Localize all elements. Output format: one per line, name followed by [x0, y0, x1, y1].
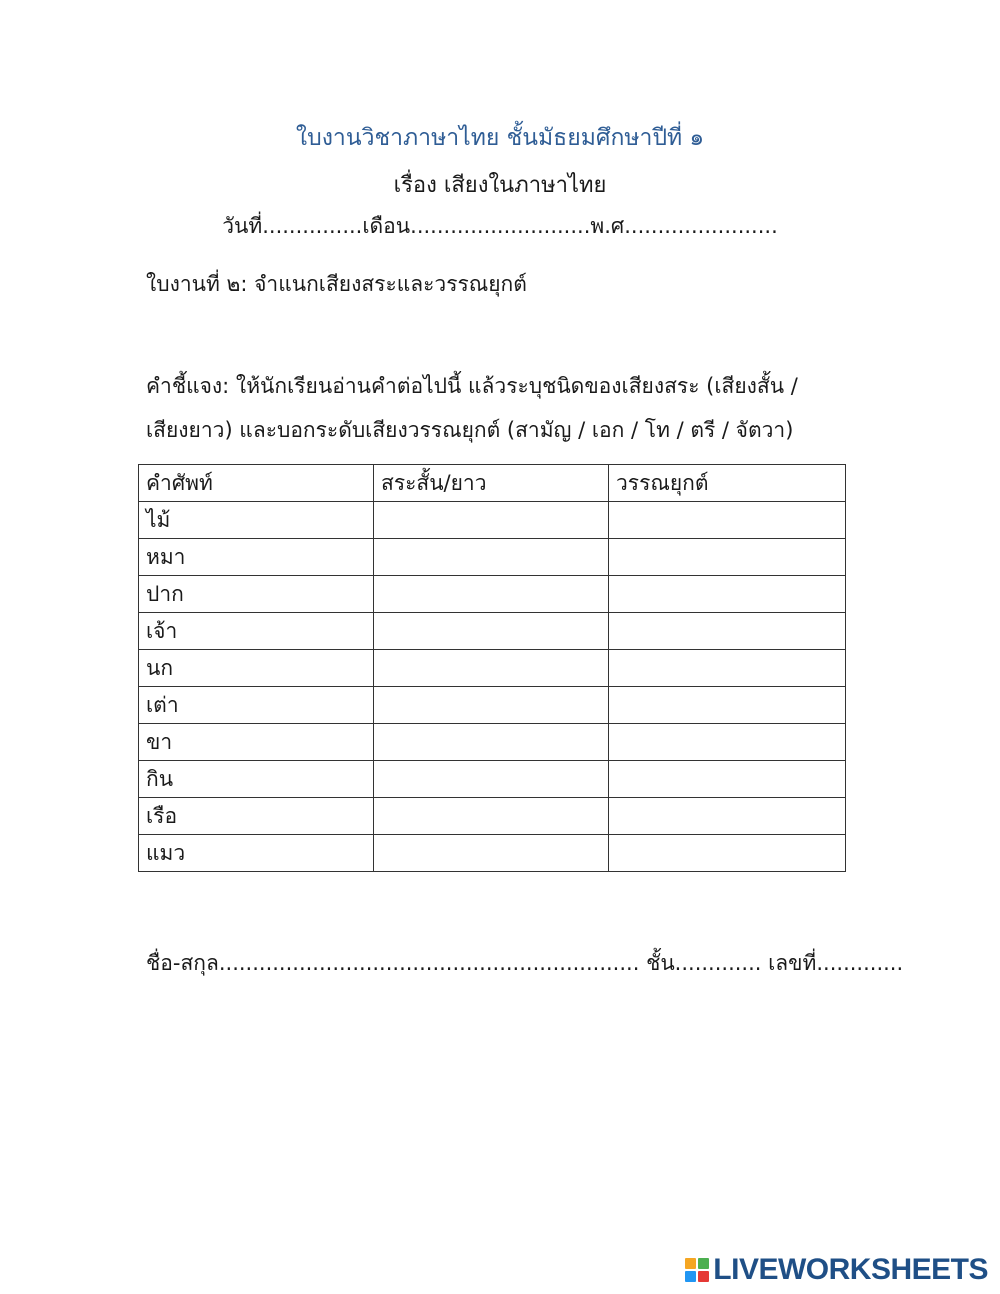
tone-answer-cell[interactable] — [609, 650, 846, 687]
tone-answer-cell[interactable] — [609, 687, 846, 724]
worksheet-title: ใบงานวิชาภาษาไทย ชั้นมัธยมศึกษาปีที่ ๑ — [295, 125, 705, 151]
header-tone: วรรณยุกต์ — [609, 465, 846, 502]
table-row — [139, 724, 846, 761]
word-cell: เต่า — [139, 687, 374, 724]
tone-answer-cell[interactable] — [609, 613, 846, 650]
word-cell: ไม้ — [139, 502, 374, 539]
tone-answer-cell[interactable] — [609, 539, 846, 576]
table-row — [139, 650, 846, 687]
tone-answer-cell[interactable] — [609, 835, 846, 872]
tone-answer-cell[interactable] — [609, 724, 846, 761]
table-header-row — [139, 465, 846, 502]
vowel-answer-cell[interactable] — [374, 576, 609, 613]
vowel-answer-cell[interactable] — [374, 761, 609, 798]
liveworksheets-logo-icon — [685, 1258, 709, 1282]
vowel-answer-cell[interactable] — [374, 650, 609, 687]
worksheet-heading: ใบงานที่ ๒: จำแนกเสียงสระและวรรณยุกต์ — [146, 272, 527, 296]
vowel-answer-cell[interactable] — [374, 502, 609, 539]
worksheet-subtitle: เรื่อง เสียงในภาษาไทย — [393, 173, 607, 198]
vowel-answer-cell[interactable] — [374, 835, 609, 872]
word-cell: เรือ — [139, 798, 374, 835]
word-cell: แมว — [139, 835, 374, 872]
vowel-answer-cell[interactable] — [374, 724, 609, 761]
tone-answer-cell[interactable] — [609, 576, 846, 613]
table-row — [139, 687, 846, 724]
tone-answer-cell[interactable] — [609, 798, 846, 835]
table-row — [139, 539, 846, 576]
header-word: คำศัพท์ — [139, 465, 374, 502]
word-cell: กิน — [139, 761, 374, 798]
table-row — [139, 502, 846, 539]
word-cell: ปาก — [139, 576, 374, 613]
word-cell: นก — [139, 650, 374, 687]
header-vowel: สระสั้น/ยาว — [374, 465, 609, 502]
word-cell: หมา — [139, 539, 374, 576]
liveworksheets-brand — [685, 1253, 988, 1287]
table-row — [139, 798, 846, 835]
brand-name: LIVEWORKSHEETS — [713, 1253, 988, 1286]
tone-answer-cell[interactable] — [609, 761, 846, 798]
word-table — [138, 464, 846, 872]
word-cell: เจ้า — [139, 613, 374, 650]
vowel-answer-cell[interactable] — [374, 539, 609, 576]
table-row — [139, 761, 846, 798]
table-row — [139, 576, 846, 613]
table-row — [139, 835, 846, 872]
table-row — [139, 613, 846, 650]
tone-answer-cell[interactable] — [609, 502, 846, 539]
vowel-answer-cell[interactable] — [374, 798, 609, 835]
vowel-answer-cell[interactable] — [374, 687, 609, 724]
student-info-line: ชื่อ-สกุล............................................................... ชั้น............. เลขที่............. — [146, 951, 904, 975]
vowel-answer-cell[interactable] — [374, 613, 609, 650]
word-cell: ขา — [139, 724, 374, 761]
instructions-text: คำชี้แจง: ให้นักเรียนอ่านคำต่อไปนี้ แล้วระบุชนิดของเสียงสระ (เสียงสั้น / เสียงยาว) และบอกระดับเสียงวรรณยุกต์ (สามัญ / เอก / โท / ตรี / จัตวา) — [146, 374, 798, 442]
date-line: วันที่...............เดือน...........................พ.ศ....................... — [222, 214, 778, 238]
